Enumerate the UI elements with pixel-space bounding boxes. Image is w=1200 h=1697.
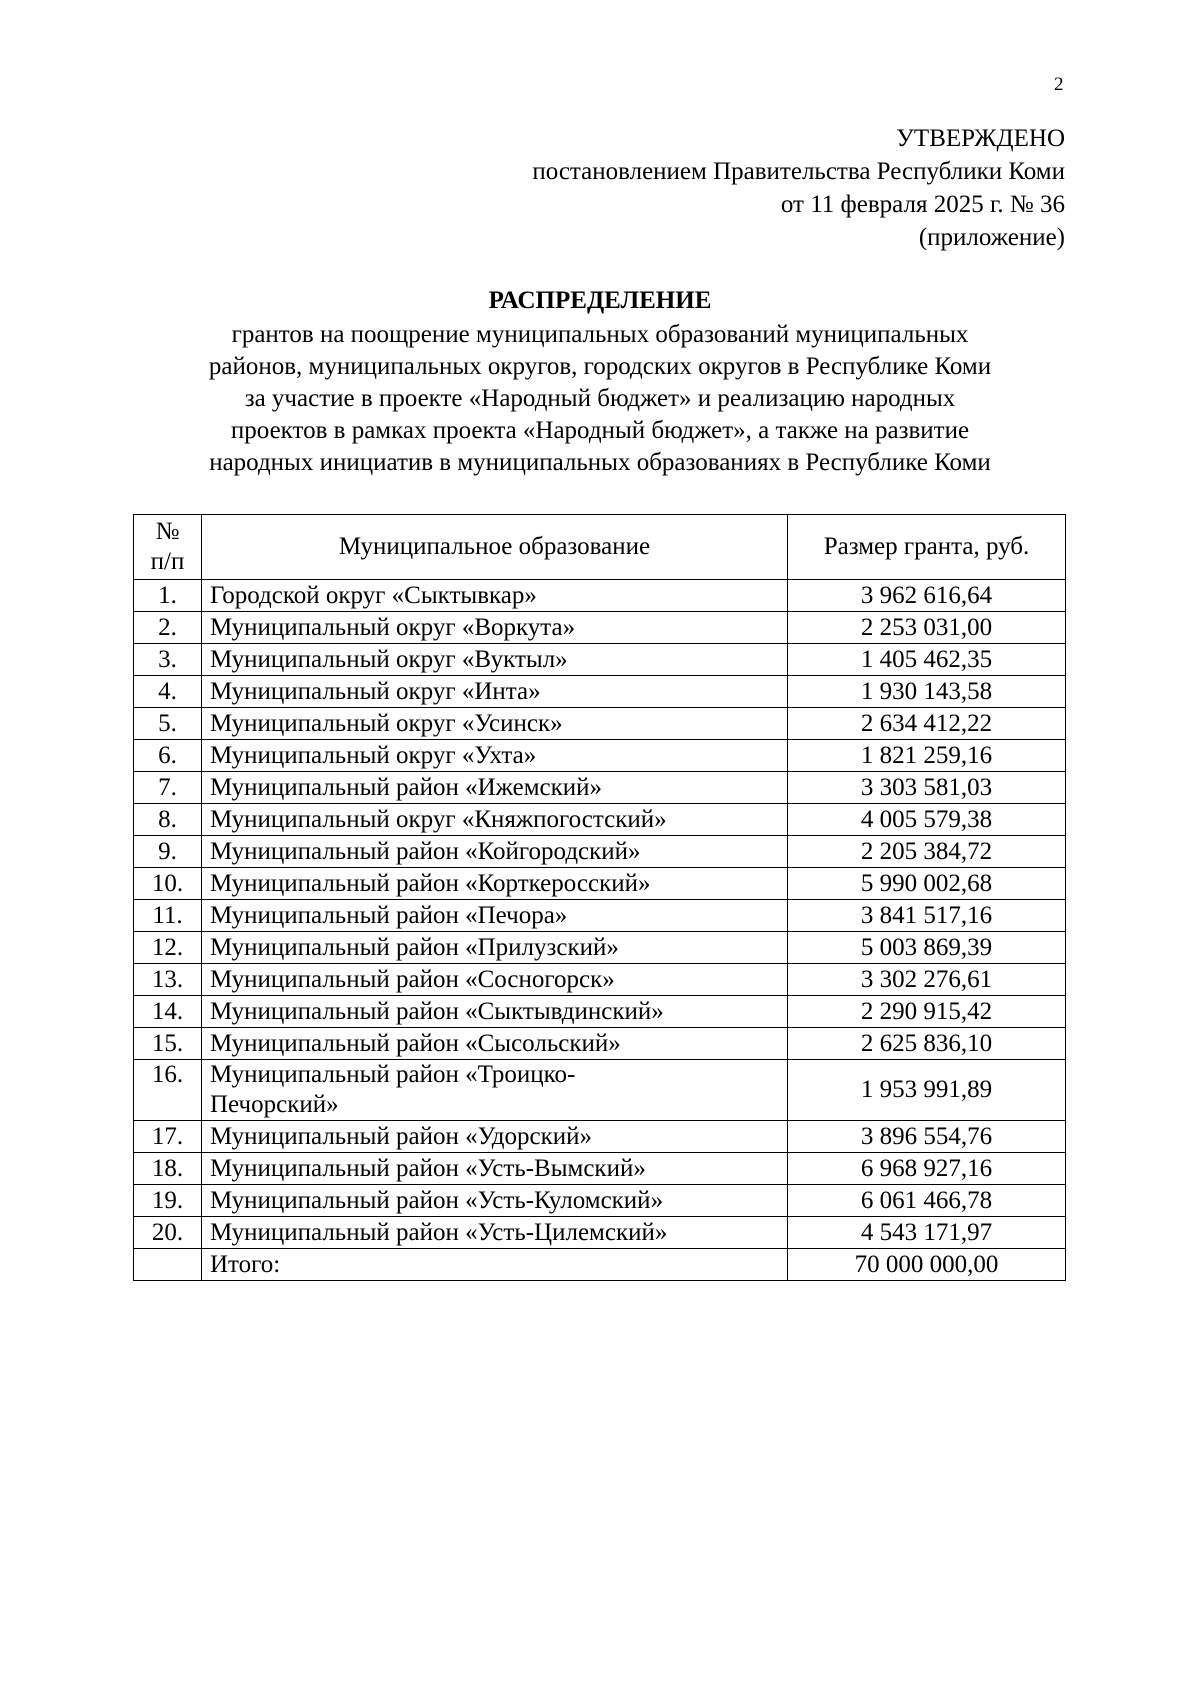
- row-amount: 2 634 412,22: [788, 708, 1066, 740]
- row-number: 2.: [134, 612, 202, 644]
- row-municipality-line: Печорский»: [210, 1091, 339, 1118]
- row-municipality: Муниципальный округ «Воркута»: [202, 612, 788, 644]
- row-municipality: Муниципальный округ «Инта»: [202, 676, 788, 708]
- row-number: 7.: [134, 772, 202, 804]
- row-municipality: Муниципальный район «Печора»: [202, 900, 788, 932]
- row-amount: 4 543 171,97: [788, 1217, 1066, 1249]
- row-number: 3.: [134, 644, 202, 676]
- row-number: 6.: [134, 740, 202, 772]
- row-municipality: Муниципальный район «Усть-Куломский»: [202, 1185, 788, 1217]
- row-amount: 5 003 869,39: [788, 932, 1066, 964]
- row-amount: 1 821 259,16: [788, 740, 1066, 772]
- table-row: [134, 932, 1066, 964]
- row-amount: 2 253 031,00: [788, 612, 1066, 644]
- header-municipality: Муниципальное образование: [202, 515, 788, 580]
- table-row: [134, 1185, 1066, 1217]
- row-number: 11.: [134, 900, 202, 932]
- table-row: [134, 740, 1066, 772]
- subtitle-line: проектов в рамках проекта «Народный бюджет», а также на развитие: [230, 417, 970, 444]
- row-number: 8.: [134, 804, 202, 836]
- row-municipality: Муниципальный округ «Усинск»: [202, 708, 788, 740]
- page-number: 2: [1054, 74, 1064, 95]
- header-amount: Размер гранта, руб.: [788, 515, 1066, 580]
- table-row: [134, 804, 1066, 836]
- row-number: 4.: [134, 676, 202, 708]
- row-municipality: Муниципальный район «Удорский»: [202, 1121, 788, 1153]
- row-municipality: Муниципальный район «Усть-Вымский»: [202, 1153, 788, 1185]
- table-total-row: [134, 1249, 1066, 1281]
- row-municipality: Муниципальный округ «Княжпогостский»: [202, 804, 788, 836]
- row-number: 19.: [134, 1185, 202, 1217]
- table-row: [134, 1217, 1066, 1249]
- table-row: [134, 964, 1066, 996]
- row-number: 15.: [134, 1028, 202, 1060]
- row-amount: 4 005 579,38: [788, 804, 1066, 836]
- subtitle-line: народных инициатив в муниципальных образованиях в Республике Коми: [209, 449, 991, 476]
- row-amount: 1 930 143,58: [788, 676, 1066, 708]
- row-amount: 1 953 991,89: [788, 1060, 1066, 1121]
- document-subtitle: [140, 319, 1060, 479]
- row-municipality: Муниципальный район «Сысольский»: [202, 1028, 788, 1060]
- document-title: РАСПРЕДЕЛЕНИЕ: [488, 287, 712, 314]
- row-number: 12.: [134, 932, 202, 964]
- table-row: [134, 836, 1066, 868]
- table-row: [134, 1121, 1066, 1153]
- grants-table: [133, 514, 1066, 1281]
- row-amount: 2 205 384,72: [788, 836, 1066, 868]
- row-amount: 6 061 466,78: [788, 1185, 1066, 1217]
- row-municipality-line: Муниципальный район «Троицко-: [210, 1061, 576, 1088]
- row-number: 20.: [134, 1217, 202, 1249]
- table-row: [134, 1153, 1066, 1185]
- row-number: 14.: [134, 996, 202, 1028]
- row-amount: 6 968 927,16: [788, 1153, 1066, 1185]
- row-municipality: [202, 1060, 788, 1121]
- row-number: 16.: [134, 1060, 202, 1121]
- row-amount: 1 405 462,35: [788, 644, 1066, 676]
- table-row: [134, 996, 1066, 1028]
- row-municipality: Муниципальный район «Сыктывдинский»: [202, 996, 788, 1028]
- table-row: [134, 900, 1066, 932]
- table-row: [134, 708, 1066, 740]
- table-row: [134, 1060, 1066, 1121]
- header-number-symbol: №: [155, 518, 180, 545]
- table-row: [134, 676, 1066, 708]
- row-municipality: Городской округ «Сыктывкар»: [202, 580, 788, 612]
- table-row: [134, 612, 1066, 644]
- header-number-abbrev: п/п: [150, 548, 185, 575]
- row-municipality: Муниципальный округ «Вуктыл»: [202, 644, 788, 676]
- row-amount: 2 290 915,42: [788, 996, 1066, 1028]
- row-number: 1.: [134, 580, 202, 612]
- approval-line: (приложение): [918, 224, 1065, 251]
- row-amount: 3 962 616,64: [788, 580, 1066, 612]
- row-amount: 3 841 517,16: [788, 900, 1066, 932]
- total-amount: 70 000 000,00: [788, 1249, 1066, 1281]
- table-row: [134, 580, 1066, 612]
- table-row: [134, 772, 1066, 804]
- row-amount: 2 625 836,10: [788, 1028, 1066, 1060]
- table-header-row: [134, 515, 1066, 580]
- approval-line: постановлением Правительства Республики Коми: [532, 158, 1065, 185]
- row-amount: 5 990 002,68: [788, 868, 1066, 900]
- header-number: [134, 515, 202, 580]
- total-number-cell: [134, 1249, 202, 1281]
- approval-stamp: [532, 122, 1065, 254]
- approval-line: от 11 февраля 2025 г. № 36: [780, 191, 1065, 218]
- total-label: Итого:: [202, 1249, 788, 1281]
- row-amount: 3 896 554,76: [788, 1121, 1066, 1153]
- row-municipality: Муниципальный район «Усть-Цилемский»: [202, 1217, 788, 1249]
- row-amount: 3 302 276,61: [788, 964, 1066, 996]
- row-amount: 3 303 581,03: [788, 772, 1066, 804]
- row-number: 10.: [134, 868, 202, 900]
- row-municipality: Муниципальный округ «Ухта»: [202, 740, 788, 772]
- row-municipality: Муниципальный район «Койгородский»: [202, 836, 788, 868]
- row-number: 9.: [134, 836, 202, 868]
- row-number: 17.: [134, 1121, 202, 1153]
- row-number: 13.: [134, 964, 202, 996]
- subtitle-line: грантов на поощрение муниципальных образований муниципальных: [231, 321, 969, 348]
- row-municipality: Муниципальный район «Прилузский»: [202, 932, 788, 964]
- row-municipality: Муниципальный район «Ижемский»: [202, 772, 788, 804]
- table-row: [134, 1028, 1066, 1060]
- table-row: [134, 868, 1066, 900]
- subtitle-line: за участие в проекте «Народный бюджет» и реализацию народных: [244, 385, 956, 412]
- subtitle-line: районов, муниципальных округов, городских округов в Республике Коми: [208, 353, 992, 380]
- row-municipality: Муниципальный район «Сосногорск»: [202, 964, 788, 996]
- row-municipality: Муниципальный район «Корткеросский»: [202, 868, 788, 900]
- approval-title: УТВЕРЖДЕНО: [896, 125, 1065, 152]
- row-number: 18.: [134, 1153, 202, 1185]
- table-row: [134, 644, 1066, 676]
- row-number: 5.: [134, 708, 202, 740]
